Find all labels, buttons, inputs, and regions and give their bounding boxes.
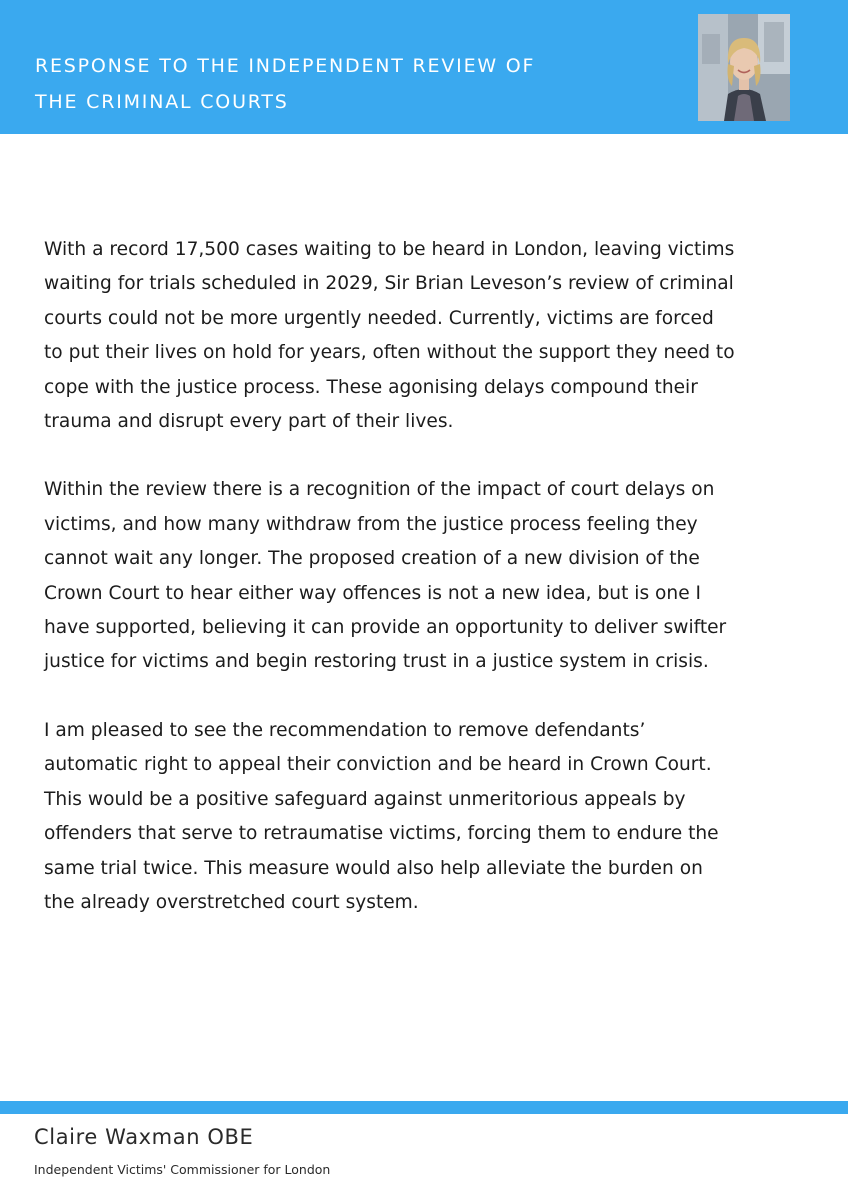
- text-line: courts could not be more urgently needed. Currently, victims are forced: [44, 307, 714, 329]
- header-banner: [0, 0, 848, 134]
- portrait-illustration: [698, 14, 790, 121]
- page-title: [35, 48, 655, 120]
- text-line: Crown Court to hear either way offences is not a new idea, but is one I: [44, 582, 702, 604]
- text-line: cope with the justice process. These agonising delays compound their: [44, 376, 698, 398]
- text-line: victims, and how many withdraw from the justice process feeling they: [44, 513, 698, 535]
- footer-divider: [0, 1101, 848, 1114]
- title-line: THE CRIMINAL COURTS: [35, 91, 289, 113]
- text-line: to put their lives on hold for years, often without the support they need to: [44, 342, 735, 364]
- paragraph: [44, 473, 814, 679]
- portrait-photo: [698, 14, 790, 121]
- text-line: justice for victims and begin restoring trust in a justice system in crisis.: [44, 651, 709, 673]
- body-text: [44, 233, 814, 954]
- text-line: the already overstretched court system.: [44, 891, 419, 913]
- text-line: offenders that serve to retraumatise victims, forcing them to endure the: [44, 823, 719, 845]
- text-line: With a record 17,500 cases waiting to be heard in London, leaving victims: [44, 239, 735, 260]
- text-line: Within the review there is a recognition of the impact of court delays on: [44, 479, 715, 501]
- title-line: RESPONSE TO THE INDEPENDENT REVIEW OF: [35, 55, 536, 77]
- text-line: have supported, believing it can provide an opportunity to deliver swifter: [44, 617, 727, 639]
- text-line: automatic right to appeal their conviction and be heard in Crown Court.: [44, 754, 712, 776]
- text-line: I am pleased to see the recommendation to remove defendants’: [44, 719, 646, 741]
- author-name: Claire Waxman OBE: [34, 1125, 254, 1149]
- paragraph: [44, 233, 814, 439]
- paragraph: [44, 714, 814, 920]
- text-line: cannot wait any longer. The proposed creation of a new division of the: [44, 548, 700, 570]
- text-line: same trial twice. This measure would also help alleviate the burden on: [44, 857, 703, 879]
- text-line: waiting for trials scheduled in 2029, Sir Brian Leveson’s review of criminal: [44, 273, 734, 295]
- author-role: Independent Victims' Commissioner for London: [34, 1162, 331, 1177]
- text-line: trauma and disrupt every part of their lives.: [44, 411, 454, 433]
- text-line: This would be a positive safeguard against unmeritorious appeals by: [44, 788, 686, 810]
